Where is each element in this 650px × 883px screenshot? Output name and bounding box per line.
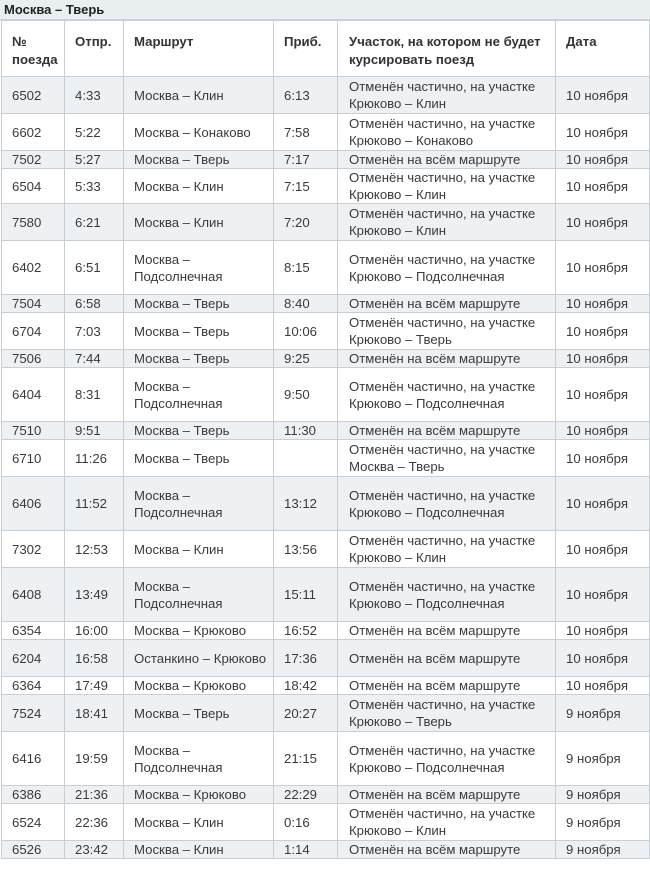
table-row: [2, 841, 650, 859]
cell-section: Отменён частично, на участке Крюково – Подсолнечная: [338, 477, 556, 531]
cell-arrival: 13:56: [274, 531, 338, 568]
cell-section: Отменён на всём маршруте: [338, 677, 556, 695]
cell-departure: 16:00: [65, 622, 124, 640]
table-row: [2, 677, 650, 695]
cell-departure: 19:59: [65, 732, 124, 786]
table-row: [2, 622, 650, 640]
cell-route: Москва – Подсолнечная: [124, 568, 274, 622]
cell-route: Москва – Клин: [124, 531, 274, 568]
cell-date: 10 ноября: [556, 295, 650, 313]
table-header: [2, 21, 650, 77]
cell-arrival: 16:52: [274, 622, 338, 640]
header-departure: Отпр.: [65, 21, 124, 77]
cell-route: Москва – Клин: [124, 77, 274, 114]
cell-departure: 4:33: [65, 77, 124, 114]
cell-section: Отменён частично, на участке Крюково – Подсолнечная: [338, 732, 556, 786]
cell-arrival: 7:58: [274, 114, 338, 151]
cell-route: Москва – Подсолнечная: [124, 477, 274, 531]
header-section: Участок, на котором не будет курсировать поезд: [338, 21, 556, 77]
header-route: Маршрут: [124, 21, 274, 77]
cell-section: Отменён частично, на участке Крюково – Клин: [338, 204, 556, 241]
table-row: [2, 640, 650, 677]
cell-section: Отменён частично, на участке Крюково – Клин: [338, 77, 556, 114]
cell-section: Отменён частично, на участке Крюково – Подсолнечная: [338, 368, 556, 422]
cell-route: Москва – Клин: [124, 804, 274, 841]
cell-train-number: 6502: [2, 77, 65, 114]
cell-train-number: 7502: [2, 151, 65, 169]
cell-train-number: 7580: [2, 204, 65, 241]
table-row: [2, 732, 650, 786]
cell-route: Москва – Клин: [124, 841, 274, 859]
cell-departure: 13:49: [65, 568, 124, 622]
cell-section: Отменён частично, на участке Крюково – Подсолнечная: [338, 568, 556, 622]
cell-arrival: 17:36: [274, 640, 338, 677]
cell-date: 9 ноября: [556, 841, 650, 859]
cell-date: 9 ноября: [556, 732, 650, 786]
cancellation-table: [1, 20, 650, 859]
cell-route: Москва – Клин: [124, 169, 274, 204]
table-row: [2, 786, 650, 804]
cell-route: Москва – Конаково: [124, 114, 274, 151]
cell-date: 10 ноября: [556, 114, 650, 151]
table-row: [2, 477, 650, 531]
cell-route: Москва – Тверь: [124, 695, 274, 732]
cell-section: Отменён на всём маршруте: [338, 786, 556, 804]
cell-route: Москва – Крюково: [124, 622, 274, 640]
cell-departure: 6:21: [65, 204, 124, 241]
cell-section: Отменён частично, на участке Москва – Тверь: [338, 440, 556, 477]
cell-arrival: 7:20: [274, 204, 338, 241]
cell-arrival: 6:13: [274, 77, 338, 114]
table-row: [2, 114, 650, 151]
cell-departure: 7:44: [65, 350, 124, 368]
cell-section: Отменён частично, на участке Крюково – Конаково: [338, 114, 556, 151]
table-row: [2, 77, 650, 114]
cell-route: Москва – Крюково: [124, 677, 274, 695]
cell-departure: 7:03: [65, 313, 124, 350]
cell-arrival: [274, 440, 338, 477]
cell-date: 10 ноября: [556, 477, 650, 531]
cell-arrival: 22:29: [274, 786, 338, 804]
cell-arrival: 10:06: [274, 313, 338, 350]
cell-arrival: 11:30: [274, 422, 338, 440]
cell-date: 10 ноября: [556, 313, 650, 350]
cell-section: Отменён частично, на участке Крюково – Клин: [338, 531, 556, 568]
cell-arrival: 8:40: [274, 295, 338, 313]
cell-train-number: 6416: [2, 732, 65, 786]
cell-section: Отменён частично, на участке Крюково – Клин: [338, 804, 556, 841]
cell-arrival: 9:50: [274, 368, 338, 422]
cell-section: Отменён на всём маршруте: [338, 622, 556, 640]
cell-train-number: 6526: [2, 841, 65, 859]
cell-train-number: 6204: [2, 640, 65, 677]
cell-arrival: 15:11: [274, 568, 338, 622]
cell-date: 10 ноября: [556, 531, 650, 568]
table-row: [2, 241, 650, 295]
cell-train-number: 6710: [2, 440, 65, 477]
table-title: Москва – Тверь: [0, 0, 650, 20]
cell-date: 10 ноября: [556, 151, 650, 169]
cell-train-number: 7504: [2, 295, 65, 313]
cell-date: 10 ноября: [556, 440, 650, 477]
cell-route: Москва – Крюково: [124, 786, 274, 804]
cell-section: Отменён на всём маршруте: [338, 151, 556, 169]
cell-arrival: 0:16: [274, 804, 338, 841]
header-train-number: № поезда: [2, 21, 65, 77]
cell-train-number: 6386: [2, 786, 65, 804]
table-row: [2, 568, 650, 622]
cell-route: Москва – Клин: [124, 204, 274, 241]
cell-train-number: 7524: [2, 695, 65, 732]
cell-departure: 6:58: [65, 295, 124, 313]
table-row: [2, 368, 650, 422]
cell-date: 9 ноября: [556, 786, 650, 804]
cell-section: Отменён на всём маршруте: [338, 295, 556, 313]
cell-route: Москва – Подсолнечная: [124, 732, 274, 786]
table-row: [2, 695, 650, 732]
cell-departure: 11:26: [65, 440, 124, 477]
table-row: [2, 804, 650, 841]
cell-arrival: 9:25: [274, 350, 338, 368]
cell-departure: 5:27: [65, 151, 124, 169]
cell-route: Москва – Тверь: [124, 422, 274, 440]
cell-date: 10 ноября: [556, 622, 650, 640]
cell-section: Отменён частично, на участке Крюково – Подсолнечная: [338, 241, 556, 295]
cell-date: 9 ноября: [556, 804, 650, 841]
cell-section: Отменён на всём маршруте: [338, 350, 556, 368]
cell-arrival: 1:14: [274, 841, 338, 859]
cell-arrival: 13:12: [274, 477, 338, 531]
cell-section: Отменён частично, на участке Крюково – Клин: [338, 169, 556, 204]
table-row: [2, 313, 650, 350]
cell-departure: 21:36: [65, 786, 124, 804]
cell-train-number: 6354: [2, 622, 65, 640]
cell-departure: 16:58: [65, 640, 124, 677]
cell-train-number: 6402: [2, 241, 65, 295]
cell-section: Отменён частично, на участке Крюково – Тверь: [338, 695, 556, 732]
table-row: [2, 350, 650, 368]
cell-arrival: 8:15: [274, 241, 338, 295]
cell-departure: 8:31: [65, 368, 124, 422]
cell-route: Москва – Тверь: [124, 313, 274, 350]
cell-arrival: 7:15: [274, 169, 338, 204]
table-row: [2, 151, 650, 169]
cell-route: Останкино – Крюково: [124, 640, 274, 677]
cell-route: Москва – Тверь: [124, 350, 274, 368]
cell-route: Москва – Подсолнечная: [124, 368, 274, 422]
cell-departure: 12:53: [65, 531, 124, 568]
cell-train-number: 6524: [2, 804, 65, 841]
cell-date: 10 ноября: [556, 640, 650, 677]
cell-train-number: 6406: [2, 477, 65, 531]
cell-date: 10 ноября: [556, 368, 650, 422]
cell-route: Москва – Подсолнечная: [124, 241, 274, 295]
cell-departure: 23:42: [65, 841, 124, 859]
cell-date: 10 ноября: [556, 677, 650, 695]
cell-departure: 22:36: [65, 804, 124, 841]
table-row: [2, 295, 650, 313]
cell-route: Москва – Тверь: [124, 440, 274, 477]
cell-departure: 9:51: [65, 422, 124, 440]
cell-date: 10 ноября: [556, 241, 650, 295]
cell-date: 10 ноября: [556, 350, 650, 368]
cell-route: Москва – Тверь: [124, 295, 274, 313]
cell-train-number: 7506: [2, 350, 65, 368]
cell-date: 10 ноября: [556, 169, 650, 204]
table-row: [2, 440, 650, 477]
cell-route: Москва – Тверь: [124, 151, 274, 169]
cell-arrival: 18:42: [274, 677, 338, 695]
cell-departure: 11:52: [65, 477, 124, 531]
cell-section: Отменён на всём маршруте: [338, 422, 556, 440]
cell-departure: 5:22: [65, 114, 124, 151]
cell-train-number: 6404: [2, 368, 65, 422]
table-body: [2, 77, 650, 859]
cell-date: 10 ноября: [556, 77, 650, 114]
cell-train-number: 6704: [2, 313, 65, 350]
cell-train-number: 6602: [2, 114, 65, 151]
cell-departure: 18:41: [65, 695, 124, 732]
cell-departure: 17:49: [65, 677, 124, 695]
cell-section: Отменён на всём маршруте: [338, 640, 556, 677]
cell-date: 10 ноября: [556, 204, 650, 241]
table-row: [2, 422, 650, 440]
cell-train-number: 7510: [2, 422, 65, 440]
cell-arrival: 21:15: [274, 732, 338, 786]
cell-departure: 5:33: [65, 169, 124, 204]
cell-departure: 6:51: [65, 241, 124, 295]
table-row: [2, 169, 650, 204]
cell-date: 10 ноября: [556, 568, 650, 622]
cell-arrival: 20:27: [274, 695, 338, 732]
cell-train-number: 6408: [2, 568, 65, 622]
cell-train-number: 6504: [2, 169, 65, 204]
cell-section: Отменён на всём маршруте: [338, 841, 556, 859]
header-arrival: Приб.: [274, 21, 338, 77]
table-row: [2, 204, 650, 241]
cell-train-number: 6364: [2, 677, 65, 695]
cell-date: 10 ноября: [556, 422, 650, 440]
cell-train-number: 7302: [2, 531, 65, 568]
table-row: [2, 531, 650, 568]
cell-date: 9 ноября: [556, 695, 650, 732]
header-date: Дата: [556, 21, 650, 77]
cell-arrival: 7:17: [274, 151, 338, 169]
cell-section: Отменён частично, на участке Крюково – Тверь: [338, 313, 556, 350]
